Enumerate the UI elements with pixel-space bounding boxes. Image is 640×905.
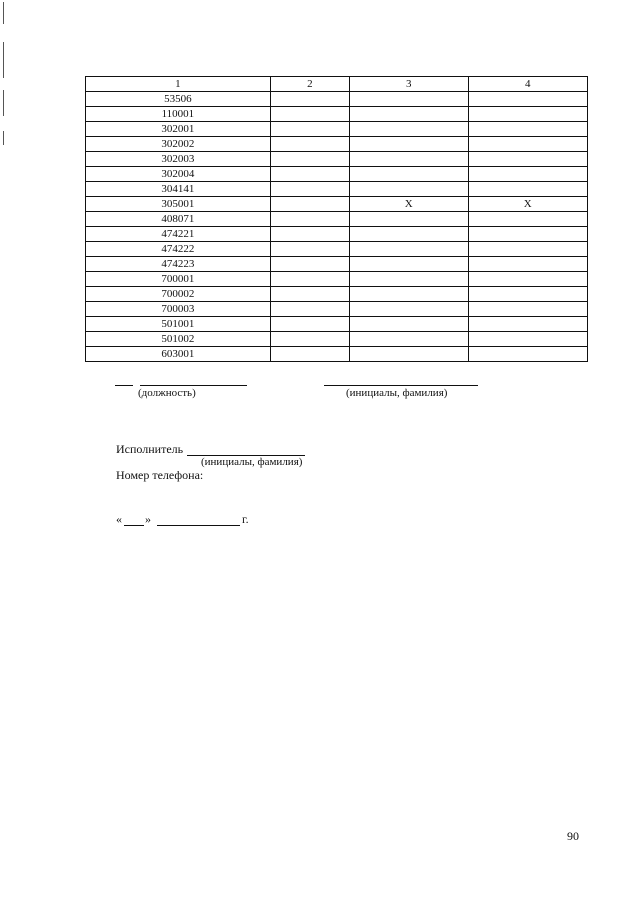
- table-cell: [270, 152, 349, 167]
- table-cell: 700001: [86, 272, 271, 287]
- table-cell: X: [468, 197, 587, 212]
- table-cell: [350, 272, 468, 287]
- date-open-quote: «: [116, 512, 122, 526]
- table-cell: [270, 302, 349, 317]
- table-cell: [270, 137, 349, 152]
- table-row: [86, 227, 588, 242]
- table-row: [86, 137, 588, 152]
- table-cell: [270, 227, 349, 242]
- data-table: [85, 76, 588, 362]
- table-cell: [350, 122, 468, 137]
- date-month-line: [157, 525, 240, 526]
- position-caption: (должность): [138, 387, 196, 399]
- table-cell: [468, 317, 587, 332]
- table-cell: 700002: [86, 287, 271, 302]
- table-row: [86, 242, 588, 257]
- name-signature-line: [324, 385, 478, 386]
- table-cell: [468, 167, 587, 182]
- table-row: [86, 167, 588, 182]
- table-row: [86, 152, 588, 167]
- table-cell: [270, 332, 349, 347]
- table-cell: [350, 152, 468, 167]
- table-cell: [350, 257, 468, 272]
- table-cell: [350, 182, 468, 197]
- table-cell: [468, 92, 587, 107]
- table-cell: [350, 317, 468, 332]
- table-cell: [350, 242, 468, 257]
- table-cell: 304141: [86, 182, 271, 197]
- table-cell: [270, 317, 349, 332]
- table-cell: [350, 107, 468, 122]
- table-cell: 501001: [86, 317, 271, 332]
- table-cell: [270, 167, 349, 182]
- table-cell: [270, 287, 349, 302]
- table-cell: 302003: [86, 152, 271, 167]
- table-row: [86, 302, 588, 317]
- executor-name-caption: (инициалы, фамилия): [201, 456, 303, 468]
- table-cell: [468, 122, 587, 137]
- table-row: [86, 317, 588, 332]
- page-number: 90: [567, 829, 579, 843]
- table-cell: [468, 332, 587, 347]
- table-cell: 474221: [86, 227, 271, 242]
- table-cell: [270, 257, 349, 272]
- table-cell: 302004: [86, 167, 271, 182]
- scan-artifact: [3, 131, 4, 145]
- table-cell: [468, 212, 587, 227]
- table-cell: [270, 182, 349, 197]
- table-row: [86, 272, 588, 287]
- table-row: [86, 347, 588, 362]
- table-row: [86, 212, 588, 227]
- table-cell: 474222: [86, 242, 271, 257]
- scan-artifact: [3, 90, 4, 116]
- table-cell: X: [350, 197, 468, 212]
- table-cell: 110001: [86, 107, 271, 122]
- table-cell: 700003: [86, 302, 271, 317]
- table-cell: [270, 122, 349, 137]
- table-cell: 305001: [86, 197, 271, 212]
- table-cell: [468, 242, 587, 257]
- table-cell: 408071: [86, 212, 271, 227]
- table-cell: [270, 107, 349, 122]
- table-row: [86, 107, 588, 122]
- table-cell: [350, 137, 468, 152]
- table-row: [86, 92, 588, 107]
- table-cell: [468, 152, 587, 167]
- table-cell: [270, 197, 349, 212]
- table-cell: [350, 302, 468, 317]
- column-header: 4: [468, 77, 587, 92]
- position-signature-line: [140, 385, 247, 386]
- table-cell: 302001: [86, 122, 271, 137]
- table-cell: 302002: [86, 137, 271, 152]
- table-cell: [270, 272, 349, 287]
- table-body: [86, 92, 588, 362]
- table-cell: [270, 92, 349, 107]
- table-cell: [468, 107, 587, 122]
- table-cell: [350, 92, 468, 107]
- table-row: [86, 287, 588, 302]
- table-cell: [468, 287, 587, 302]
- table-cell: [350, 287, 468, 302]
- scan-artifact: [3, 42, 4, 78]
- table-cell: [468, 182, 587, 197]
- table-cell: [350, 332, 468, 347]
- table-header-row: [86, 77, 588, 92]
- table-cell: [270, 212, 349, 227]
- table-row: [86, 197, 588, 212]
- date-year-suffix: г.: [242, 512, 249, 526]
- position-signature-line: [115, 385, 133, 386]
- table-cell: 53506: [86, 92, 271, 107]
- phone-label: Номер телефона:: [116, 468, 204, 482]
- table-cell: [350, 347, 468, 362]
- table-cell: [350, 227, 468, 242]
- table-row: [86, 257, 588, 272]
- table-cell: 474223: [86, 257, 271, 272]
- table-cell: 501002: [86, 332, 271, 347]
- date-day-line: [124, 525, 144, 526]
- table-cell: [468, 272, 587, 287]
- table-cell: [468, 137, 587, 152]
- table-row: [86, 182, 588, 197]
- table-cell: [468, 347, 587, 362]
- table-cell: [350, 212, 468, 227]
- column-header: 1: [86, 77, 271, 92]
- column-header: 3: [350, 77, 468, 92]
- table-cell: [468, 302, 587, 317]
- table-cell: [270, 242, 349, 257]
- table-cell: [468, 257, 587, 272]
- table-cell: 603001: [86, 347, 271, 362]
- scan-artifact: [3, 2, 4, 24]
- name-caption: (инициалы, фамилия): [346, 387, 448, 399]
- table-cell: [468, 227, 587, 242]
- table-row: [86, 122, 588, 137]
- date-close-quote: »: [145, 512, 151, 526]
- table-cell: [350, 167, 468, 182]
- executor-label: Исполнитель: [116, 442, 184, 456]
- table-cell: [270, 347, 349, 362]
- column-header: 2: [270, 77, 349, 92]
- table-row: [86, 332, 588, 347]
